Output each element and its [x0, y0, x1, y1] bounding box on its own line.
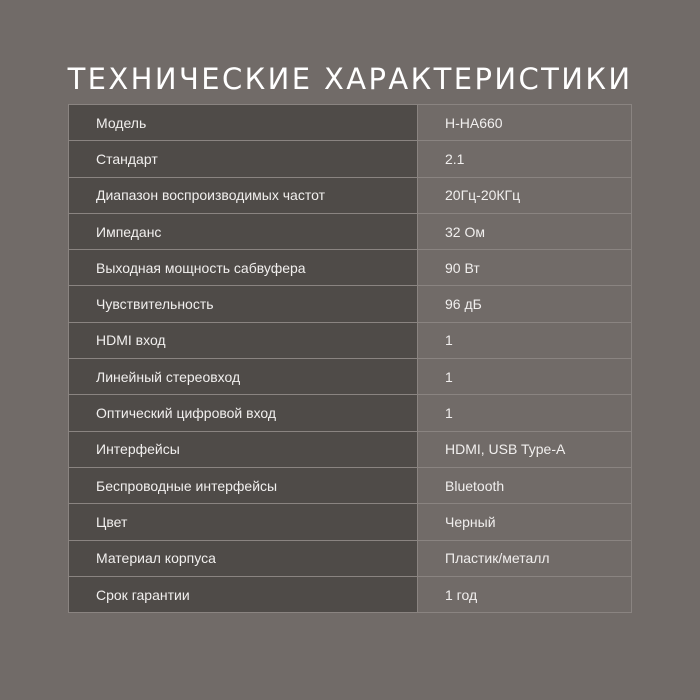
table-row — [69, 213, 632, 249]
page-title: ТЕХНИЧЕСКИЕ ХАРАКТЕРИСТИКИ — [67, 62, 633, 97]
spec-value: HDMI, USB Type-A — [418, 431, 632, 467]
table-row — [69, 286, 632, 322]
spec-value: H-HA660 — [418, 105, 632, 141]
table-row — [69, 540, 632, 576]
table-row — [69, 141, 632, 177]
spec-label: Оптический цифровой вход — [69, 395, 418, 431]
spec-label: Выходная мощность сабвуфера — [69, 250, 418, 286]
spec-value: Пластик/металл — [418, 540, 632, 576]
table-row — [69, 504, 632, 540]
spec-value: 1 год — [418, 576, 632, 612]
spec-value: 1 — [418, 322, 632, 358]
table-row — [69, 395, 632, 431]
spec-value: Черный — [418, 504, 632, 540]
table-row — [69, 431, 632, 467]
table-row — [69, 322, 632, 358]
table-row — [69, 250, 632, 286]
specs-table-body — [69, 105, 632, 613]
specs-table — [68, 104, 632, 613]
spec-label: Беспроводные интерфейсы — [69, 467, 418, 503]
table-row — [69, 576, 632, 612]
spec-value: 96 дБ — [418, 286, 632, 322]
spec-label: Цвет — [69, 504, 418, 540]
table-row — [69, 359, 632, 395]
spec-value: 1 — [418, 359, 632, 395]
spec-label: Материал корпуса — [69, 540, 418, 576]
spec-value: 20Гц-20КГц — [418, 177, 632, 213]
spec-label: Линейный стереовход — [69, 359, 418, 395]
spec-label: Стандарт — [69, 141, 418, 177]
spec-value: 1 — [418, 395, 632, 431]
spec-label: Модель — [69, 105, 418, 141]
table-row — [69, 105, 632, 141]
spec-label: Срок гарантии — [69, 576, 418, 612]
table-row — [69, 467, 632, 503]
spec-value: 90 Вт — [418, 250, 632, 286]
spec-label: Диапазон воспроизводимых частот — [69, 177, 418, 213]
spec-value: 2.1 — [418, 141, 632, 177]
spec-label: Импеданс — [69, 213, 418, 249]
spec-label: Интерфейсы — [69, 431, 418, 467]
spec-label: Чувствительность — [69, 286, 418, 322]
table-row — [69, 177, 632, 213]
spec-value: Bluetooth — [418, 467, 632, 503]
spec-label: HDMI вход — [69, 322, 418, 358]
spec-value: 32 Ом — [418, 213, 632, 249]
